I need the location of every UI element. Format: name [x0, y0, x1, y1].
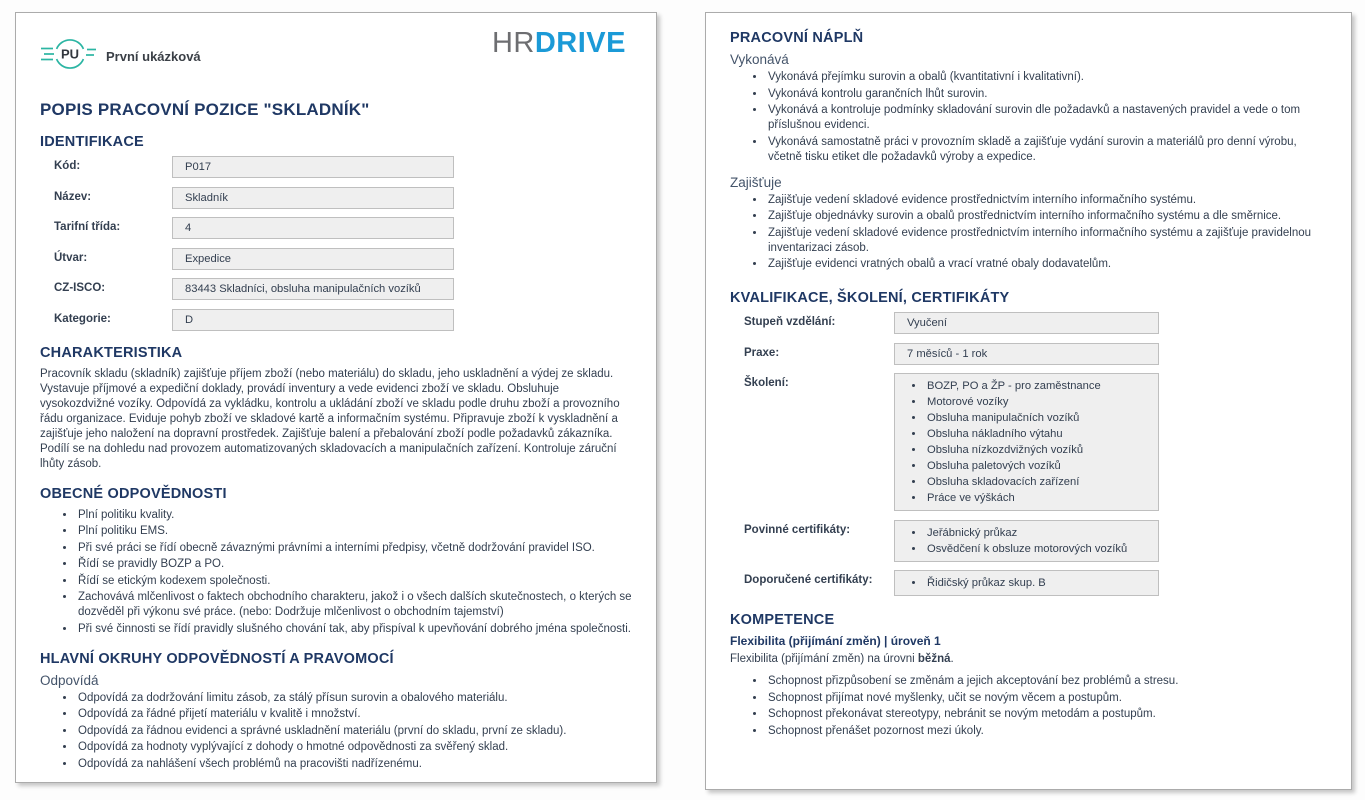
- list-item: • Zajišťuje vedení skladové evidence prostřednictvím interního informačního systému.: [766, 193, 1327, 208]
- field-row: [730, 343, 1327, 365]
- section-qualification-heading: KVALIFIKACE, ŠKOLENÍ, CERTIFIKÁTY: [730, 290, 1010, 306]
- list-item: • Obsluha nákladního výtahu: [925, 426, 1152, 442]
- list-item: • Vykonává kontrolu garančních lhůt surovin.: [766, 87, 1327, 102]
- list-item: • Jeřábnický průkaz: [925, 525, 1152, 541]
- competence-intro-bold: běžná: [917, 653, 951, 665]
- list-item: • Odpovídá za nahlášení všech problémů na pracovišti nadřízenému.: [76, 757, 632, 772]
- training-box: [894, 373, 1159, 511]
- document-title: POPIS PRACOVNÍ POZICE "SKLADNÍK": [40, 100, 370, 119]
- field-value: Skladník: [172, 187, 454, 209]
- pu-logo-initials: PU: [60, 46, 80, 62]
- page-header: [40, 27, 632, 80]
- list-item: • Obsluha paletových vozíků: [925, 458, 1152, 474]
- list-item: • Vykonává přejímku surovin a obalů (kvantitativní i kvalitativní).: [766, 70, 1327, 85]
- section-competence-heading: KOMPETENCE: [730, 612, 835, 628]
- list-item: • Plní politiku EMS.: [76, 524, 632, 539]
- list-item: • Při své práci se řídí obecně závaznými právními a interními předpisy, včetně dodržování pravidel ISO.: [76, 541, 632, 556]
- characteristics-text: Pracovník skladu (skladník) zajišťuje příjem zboží (nebo materiálu) do skladu, jeho uskladnění a výdej ze skladu. Vystavuje příjmové a expediční doklady, provádí inventury a vede evidenci zboží ve skladu. Obsluhuje vysokozdvižné vozíky. Odpovídá za vykládku, kontrolu a ukládání zboží ve skladu podle druhu zboží a provozního řádu organizace. Eviduje pohyb zboží ve skladové kartě a informačním systému. Připravuje zboží k vyskladnění a zajišťuje jeho naložení na dopravní prostředek. Zajišťuje balení a přebalování zboží podle požadavků zákazníka. Podílí se na dohledu nad provozem automatizovaných skladovacích a manipulačních zařízení. Kontroluje záruční lhůty zásob.: [40, 367, 620, 470]
- field-label: Útvar:: [54, 251, 88, 264]
- mandatory-certificates-list: [901, 525, 1152, 557]
- general-responsibilities-list: [40, 508, 632, 637]
- list-item: • Obsluha nízkozdvižných vozíků: [925, 442, 1152, 458]
- field-label: Kód:: [54, 160, 81, 172]
- list-item: • Při své činnosti se řídí pravidly slušného chování tak, aby přispíval k upevňování dobrého jména společnosti.: [76, 622, 632, 637]
- field-value: Expedice: [172, 248, 454, 270]
- field-value: 7 měsíců - 1 rok: [894, 343, 1159, 365]
- field-value: 4: [172, 217, 454, 239]
- hrdrive-logo: [492, 27, 626, 60]
- subheading-odpovida: Odpovídá: [40, 672, 99, 688]
- field-label: CZ-ISCO:: [54, 282, 106, 294]
- list-item: • Schopnost překonávat stereotypy, nebránit se novým metodám a postupům.: [766, 707, 1327, 722]
- list-item: • Vykonává samostatně práci v provozním skladě a zajišťuje vydání surovin a materiálů pro denní výrobu, včetně tisku etiket dle požadavků výroby a expedice.: [766, 135, 1327, 165]
- section-main-responsibilities-heading: HLAVNÍ OKRUHY ODPOVĚDNOSTÍ A PRAVOMOCÍ: [40, 650, 394, 667]
- document-page-2: [705, 12, 1352, 790]
- list-item: • Vykonává a kontroluje podmínky skladování surovin dle požadavků a nastavených pravidel a vede o tom příslušnou evidenci.: [766, 103, 1327, 133]
- hrdrive-logo-drive: DRIVE: [534, 27, 626, 59]
- list-item: • Schopnost přizpůsobení se změnám a jejich akceptování bez problémů a stresu.: [766, 674, 1327, 689]
- training-list: [901, 378, 1152, 506]
- mandatory-certificates-row: [730, 520, 1327, 562]
- list-item: • Schopnost přenášet pozornost mezi úkoly.: [766, 724, 1327, 739]
- identification-fields: [40, 156, 632, 331]
- field-label: Praxe:: [744, 346, 780, 359]
- list-item: • Zajišťuje evidenci vratných obalů a vrací vratné obaly dodavatelům.: [766, 257, 1327, 272]
- section-general-responsibilities-heading: OBECNÉ ODPOVĚDNOSTI: [40, 485, 227, 502]
- section-characteristics-heading: CHARAKTERISTIKA: [40, 344, 183, 361]
- field-label: Stupeň vzdělání:: [744, 316, 836, 328]
- list-item: • Řidičský průkaz skup. B: [925, 575, 1152, 591]
- list-item: • BOZP, PO a ŽP - pro zaměstnance: [925, 378, 1152, 394]
- field-row: [40, 309, 632, 331]
- list-item: • Obsluha manipulačních vozíků: [925, 410, 1152, 426]
- list-item: • Odpovídá za řádné přijetí materiálu v kvalitě i množství.: [76, 707, 632, 722]
- field-label: Kategorie:: [54, 312, 111, 325]
- recommended-certificates-box: [894, 570, 1159, 596]
- list-item: • Motorové vozíky: [925, 394, 1152, 410]
- list-item: • Schopnost přijímat nové myšlenky, učit se novým věcem a postupům.: [766, 691, 1327, 706]
- field-label: Povinné certifikáty:: [744, 523, 851, 536]
- subheading-zajistuje: Zajišťuje: [730, 174, 782, 190]
- mandatory-certificates-box: [894, 520, 1159, 562]
- field-value: Vyučení: [894, 312, 1159, 334]
- subheading-vykonava: Vykonává: [730, 52, 789, 67]
- document-page-1: [15, 12, 657, 783]
- field-row: [40, 217, 632, 239]
- field-label: Školení:: [744, 377, 789, 389]
- competence-subheading: Flexibilita (přijímání změn) | úroveň 1: [730, 634, 941, 648]
- list-item: • Zachovává mlčenlivost o faktech obchodního charakteru, jakož i o všech dalších skutečnostech, o kterých se dozvěděl při výkonu své práce. (nebo: Dodržuje mlčenlivost o obchodním tajemství): [76, 590, 632, 620]
- field-label: Doporučené certifikáty:: [744, 574, 873, 586]
- field-label: Název:: [54, 190, 92, 203]
- company-name: První ukázková: [106, 49, 201, 64]
- field-value: 83443 Skladníci, obsluha manipulačních vozíků: [172, 278, 454, 300]
- list-item: • Řídí se pravidly BOZP a PO.: [76, 557, 632, 572]
- list-item: • Odpovídá za řádnou evidenci a správné uskladnění materiálu (první do skladu, první ze skladu).: [76, 724, 632, 739]
- field-row: [730, 312, 1327, 334]
- section-identification-heading: IDENTIFIKACE: [40, 134, 144, 150]
- field-row: [40, 187, 632, 209]
- competence-intro: [730, 652, 1327, 667]
- field-row: [40, 156, 632, 178]
- list-item: • Práce ve výškách: [925, 490, 1152, 506]
- training-row: [730, 373, 1327, 511]
- field-label: Tarifní třída:: [54, 221, 121, 233]
- workload-vykonava-list: [730, 70, 1327, 165]
- list-item: • Osvědčení k obsluze motorových vozíků: [925, 541, 1152, 557]
- recommended-certificates-row: [730, 570, 1327, 596]
- section-workload-heading: PRACOVNÍ NÁPLŇ: [730, 30, 864, 46]
- competence-intro-suffix: .: [950, 653, 954, 665]
- field-value: D: [172, 309, 454, 331]
- list-item: • Zajišťuje objednávky surovin a obalů prostřednictvím interního informačního systému a dle směrnice.: [766, 209, 1327, 224]
- company-logo: [40, 33, 201, 80]
- field-row: [40, 248, 632, 270]
- hrdrive-logo-hr: HR: [491, 27, 535, 59]
- list-item: • Odpovídá za hodnoty vyplývající z dohody o hmotné odpovědnosti za svěřený sklad.: [76, 740, 632, 755]
- list-item: • Odpovídá za dodržování limitu zásob, za stálý přísun surovin a obalového materiálu.: [76, 691, 632, 706]
- list-item: • Obsluha skladovacích zařízení: [925, 474, 1152, 490]
- field-row: [40, 278, 632, 300]
- list-item: • Řídí se etickým kodexem společnosti.: [76, 574, 632, 589]
- competence-intro-prefix: Flexibilita (přijímání změn) na úrovni: [730, 653, 918, 665]
- recommended-certificates-list: [901, 575, 1152, 591]
- field-value: P017: [172, 156, 454, 178]
- list-item: • Zajišťuje vedení skladové evidence prostřednictvím interního informačního systému a zajišťuje pravidelnou inventarizaci zásob.: [766, 226, 1327, 256]
- main-responsibilities-list: [40, 691, 632, 772]
- list-item: • Plní politiku kvality.: [76, 508, 632, 523]
- qualification-fields: [730, 312, 1327, 365]
- pu-logo-icon: [40, 33, 100, 80]
- competence-list: [730, 674, 1327, 739]
- workload-zajistuje-list: [730, 193, 1327, 273]
